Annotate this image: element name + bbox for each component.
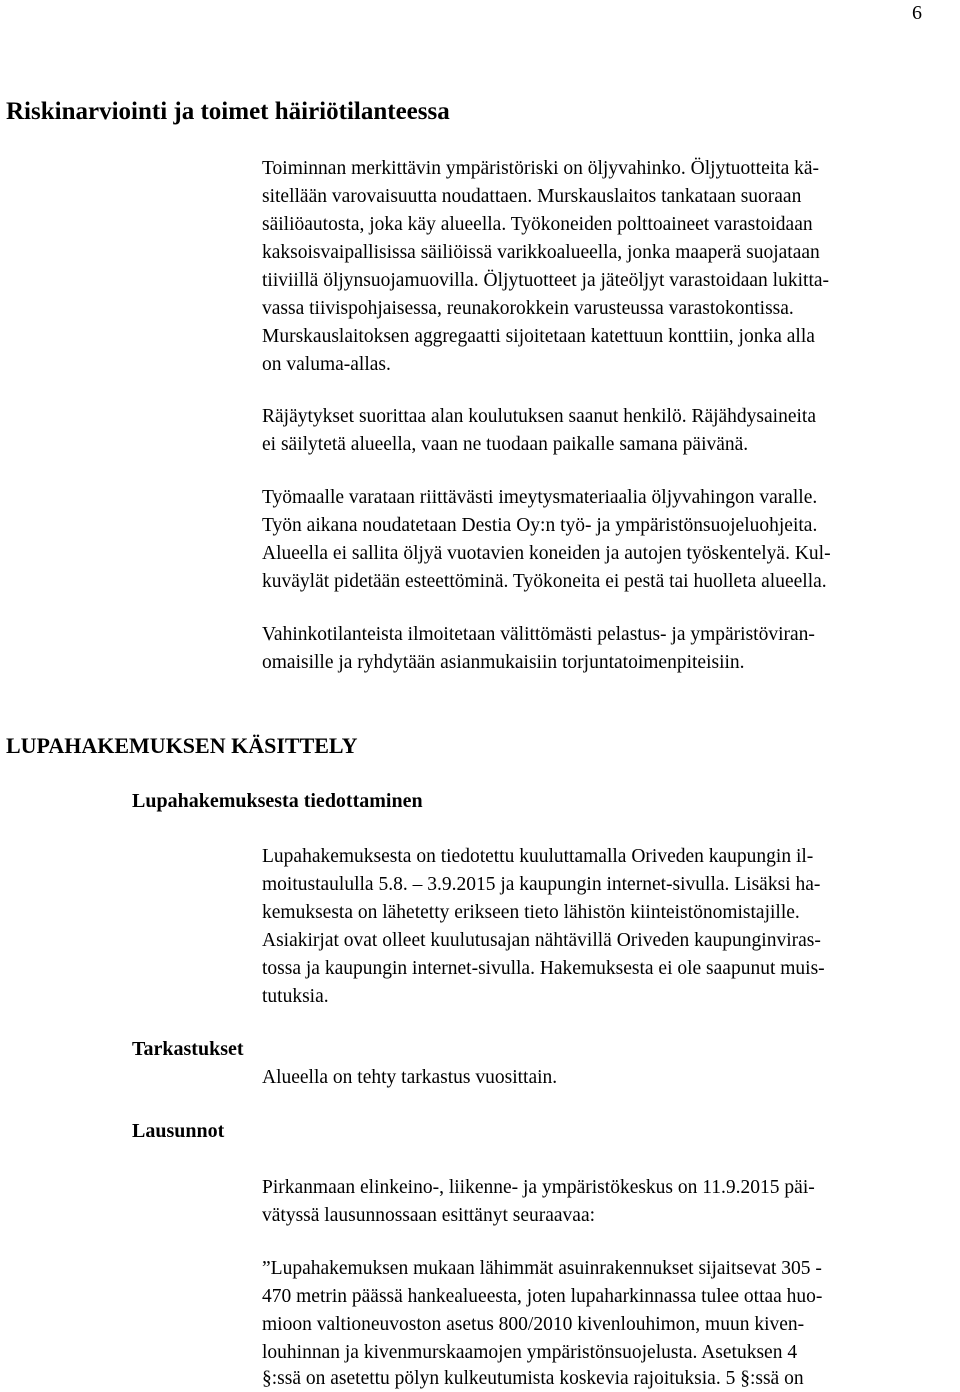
text-line: vassa tiivispohjaisessa, reunakorokkein varusteussa varastokontissa. (262, 298, 794, 319)
text-line-inspections: Alueella on tehty tarkastus vuosittain. (262, 1067, 558, 1088)
text-line: tossa ja kaupungin internet-sivulla. Hakemuksesta ei ole saapunut muis- (262, 958, 825, 979)
text-line: Toiminnan merkittävin ympäristöriski on öljyvahinko. Öljytuotteita kä- (262, 158, 820, 179)
text-line: moitustaululla 5.8. – 3.9.2015 ja kaupungin internet-sivulla. Lisäksi ha- (262, 874, 821, 895)
text-line: 470 metrin päässä hankealueesta, joten lupaharkinnassa tulee ottaa huo- (262, 1286, 823, 1307)
text-line: Vahinkotilanteista ilmoitetaan välittömästi pelastus- ja ympäristöviran- (262, 624, 815, 645)
text-line: kuväylät pidetään esteettöminä. Työkoneita ei pestä tai huolleta alueella. (262, 571, 827, 592)
text-line: omaisille ja ryhdytään asianmukaisiin torjuntatoimenpiteisiin. (262, 652, 745, 673)
text-line: kaksoisvaipallisissa säiliöissä varikkoalueella, jonka maaperä suojataan (262, 242, 820, 263)
text-line: Työmaalle varataan riittävästi imeytysmateriaalia öljyvahingon varalle. (262, 487, 818, 508)
text-line: Murskauslaitoksen aggregaatti sijoitetaan katettuun konttiin, jonka alla (262, 326, 815, 347)
text-line: Työn aikana noudatetaan Destia Oy:n työ- ja ympäristönsuojeluohjeita. (262, 515, 818, 536)
subheading-notification: Lupahakemuksesta tiedottaminen (132, 790, 423, 812)
text-line: tutuksia. (262, 986, 329, 1007)
text-line: Asiakirjat ovat olleet kuulutusajan nähtävillä Oriveden kaupunginviras- (262, 930, 821, 951)
text-line: louhinnan ja kivenmurskaamojen ympäristönsuojelusta. Asetuksen 4 (262, 1342, 798, 1363)
text-line: Räjäytykset suorittaa alan koulutuksen saanut henkilö. Räjähdysaineita (262, 406, 816, 427)
subheading-inspections: Tarkastukset (132, 1038, 244, 1060)
page-number: 6 (912, 2, 922, 24)
text-line: Lupahakemuksesta on tiedotettu kuuluttamalla Oriveden kaupungin il- (262, 846, 814, 867)
text-line: ei säilytetä alueella, vaan ne tuodaan paikalle samana päivänä. (262, 434, 749, 455)
text-line: tiiviillä öljynsuojamuovilla. Öljytuotteet ja jäteöljyt varastoidaan lukitta- (262, 270, 830, 291)
text-line: mioon valtioneuvoston asetus 800/2010 kivenlouhimon, muun kiven- (262, 1314, 805, 1335)
text-line: ”Lupahakemuksen mukaan lähimmät asuinrakennukset sijaitsevat 305 - (262, 1258, 822, 1279)
text-line: on valuma-allas. (262, 354, 391, 375)
text-line: vätyssä lausunnossaan esittänyt seuraavaa: (262, 1205, 596, 1226)
text-line: sitellään varovaisuutta noudattaen. Murskauslaitos tankataan suoraan (262, 186, 802, 207)
section-heading-risk: Riskinarviointi ja toimet häiriötilanteessa (6, 98, 450, 125)
subheading-statements: Lausunnot (132, 1120, 225, 1142)
text-line: kemuksesta on lähetetty erikseen tieto lähistön kiinteistönomistajille. (262, 902, 800, 923)
section-heading-processing: LUPAHAKEMUKSEN KÄSITTELY (6, 733, 358, 758)
text-line: säiliöautosta, joka käy alueella. Työkoneiden polttoaineet varastoidaan (262, 214, 813, 235)
text-line: Pirkanmaan elinkeino-, liikenne- ja ympäristökeskus on 11.9.2015 päi- (262, 1177, 815, 1198)
text-line: §:ssä on asetettu pölyn kulkeutumista koskevia rajoituksia. 5 §:ssä on (262, 1368, 804, 1389)
text-line: Alueella ei sallita öljyä vuotavien koneiden ja autojen työskentelyä. Kul- (262, 543, 831, 564)
